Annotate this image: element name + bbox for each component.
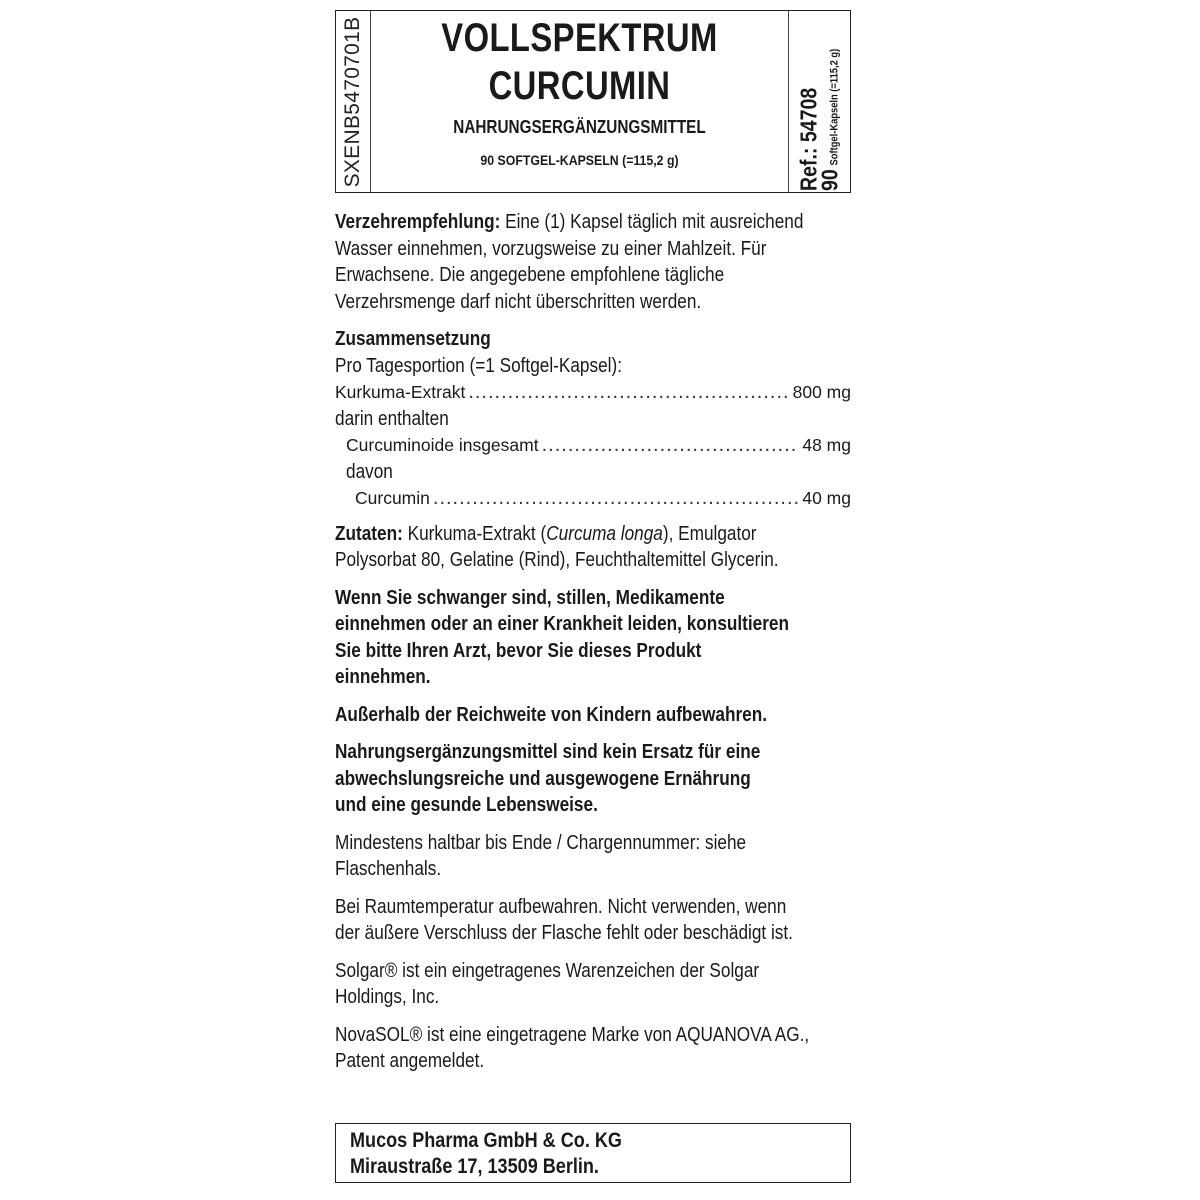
- note-line: der äußere Verschluss der Flasche fehlt oder beschädigt ist.: [335, 922, 793, 944]
- usage-text-1: Eine (1) Kapsel täglich mit ausreichend: [505, 211, 804, 233]
- pregnancy-warning: [335, 585, 851, 691]
- usage-text-4: Verzehrsmenge darf nicht überschritten werden.: [335, 290, 702, 313]
- note-line: Flaschenhals.: [335, 858, 442, 880]
- usage-text-3: Erwachsene. Die angegebene empfohlene tägliche: [335, 264, 725, 286]
- product-title-line1: VOLLSPEKTRUM: [441, 16, 718, 60]
- note-line: NovaSOL® ist eine eingetragene Marke von AQUANOVA AG.,: [335, 1023, 810, 1046]
- composition-row: [335, 379, 851, 406]
- ingredient-amount: 800 mg: [792, 382, 851, 402]
- ingredients-text-2: Polysorbat 80, Gelatine (Rind), Feuchthaltemittel Glycerin.: [335, 549, 779, 571]
- warning-line: einnehmen.: [335, 666, 431, 688]
- ref-number: Ref.: 54708: [795, 87, 822, 191]
- warning-line: einnehmen oder an einer Krankheit leiden, konsultieren: [335, 613, 790, 635]
- usage-label: Verzehrempfehlung:: [335, 211, 501, 233]
- warning-line: Wenn Sie schwanger sind, stillen, Medikamente: [335, 586, 725, 609]
- ingredients: [335, 521, 851, 574]
- storage-note: [335, 894, 851, 947]
- ingredients-text: Kurkuma-Extrakt (: [407, 522, 547, 545]
- composition-section: [335, 326, 851, 512]
- serving-size: Pro Tagesportion (=1 Softgel-Kapsel):: [335, 354, 622, 377]
- usage-text-2: Wasser einnehmen, vorzugsweise zu einer Mahlzeit. Für: [335, 237, 767, 260]
- ingredients-text: ), Emulgator: [662, 522, 757, 545]
- solgar-trademark: [335, 958, 851, 1011]
- product-count: 90 SOFTGEL-KAPSELN (=115,2 g): [480, 152, 679, 168]
- ingredient-amount: 48 mg: [802, 435, 851, 455]
- composition-subheading: davon: [346, 460, 393, 483]
- leader-dots: [468, 379, 789, 406]
- disclaimer-line: Nahrungsergänzungsmittel sind kein Ersatz für eine: [335, 741, 761, 763]
- label-body: [335, 209, 851, 1075]
- product-title-line2: CURCUMIN: [488, 64, 671, 108]
- warning-line: Sie bitte Ihren Arzt, bevor Sie dieses Produkt: [335, 639, 702, 662]
- note-line: Mindestens haltbar bis Ende / Chargennummer: siehe: [335, 831, 747, 854]
- ref-panel: [788, 11, 851, 192]
- side-code-panel: [336, 11, 371, 192]
- leader-dots: [542, 432, 800, 459]
- side-code: SXENB5470701B: [341, 16, 364, 187]
- disclaimer-line: abwechslungsreiche und ausgewogene Ernährung: [335, 767, 751, 790]
- product-category: NAHRUNGSERGÄNZUNGSMITTEL: [453, 117, 706, 137]
- latin-name: Curcuma longa: [546, 522, 663, 545]
- label-header: [335, 10, 851, 193]
- composition-heading: Zusammensetzung: [335, 328, 491, 350]
- note-line: Bei Raumtemperatur aufbewahren. Nicht verwenden, wenn: [335, 895, 787, 918]
- pack-info: [816, 39, 844, 191]
- best-before-note: [335, 830, 851, 883]
- manufacturer-address: Miraustraße 17, 13509 Berlin.: [350, 1155, 599, 1178]
- manufacturer-box: [335, 1123, 851, 1183]
- leader-dots: [433, 485, 799, 512]
- usage-recommendation: [335, 209, 851, 315]
- composition-row: [335, 432, 851, 459]
- manufacturer-name: Mucos Pharma GmbH & Co. KG: [350, 1129, 622, 1152]
- pack-number: 90: [816, 168, 843, 191]
- ingredient-amount: 40 mg: [802, 488, 851, 508]
- note-line: Patent angemeldet.: [335, 1050, 485, 1072]
- note-line: Solgar® ist ein eingetragenes Warenzeichen der Solgar: [335, 959, 760, 982]
- composition-row: [335, 485, 851, 512]
- ingredient-name: Curcumin: [355, 488, 430, 508]
- ingredients-label: Zutaten:: [335, 522, 403, 545]
- ingredient-name: Kurkuma-Extrakt: [335, 382, 466, 402]
- disclaimer-line: und eine gesunde Lebensweise.: [335, 794, 598, 816]
- title-panel: [371, 11, 788, 192]
- ingredient-name: Curcuminoide insgesamt: [346, 435, 539, 455]
- supplement-disclaimer: [335, 739, 851, 819]
- pack-text: Softgel-Kapseln (=115,2 g): [828, 48, 841, 165]
- product-label: [335, 10, 851, 1086]
- children-warning: Außerhalb der Reichweite von Kindern aufbewahren.: [335, 703, 768, 726]
- novasol-trademark: [335, 1022, 851, 1075]
- note-line: Holdings, Inc.: [335, 986, 440, 1008]
- composition-subheading: darin enthalten: [335, 407, 449, 430]
